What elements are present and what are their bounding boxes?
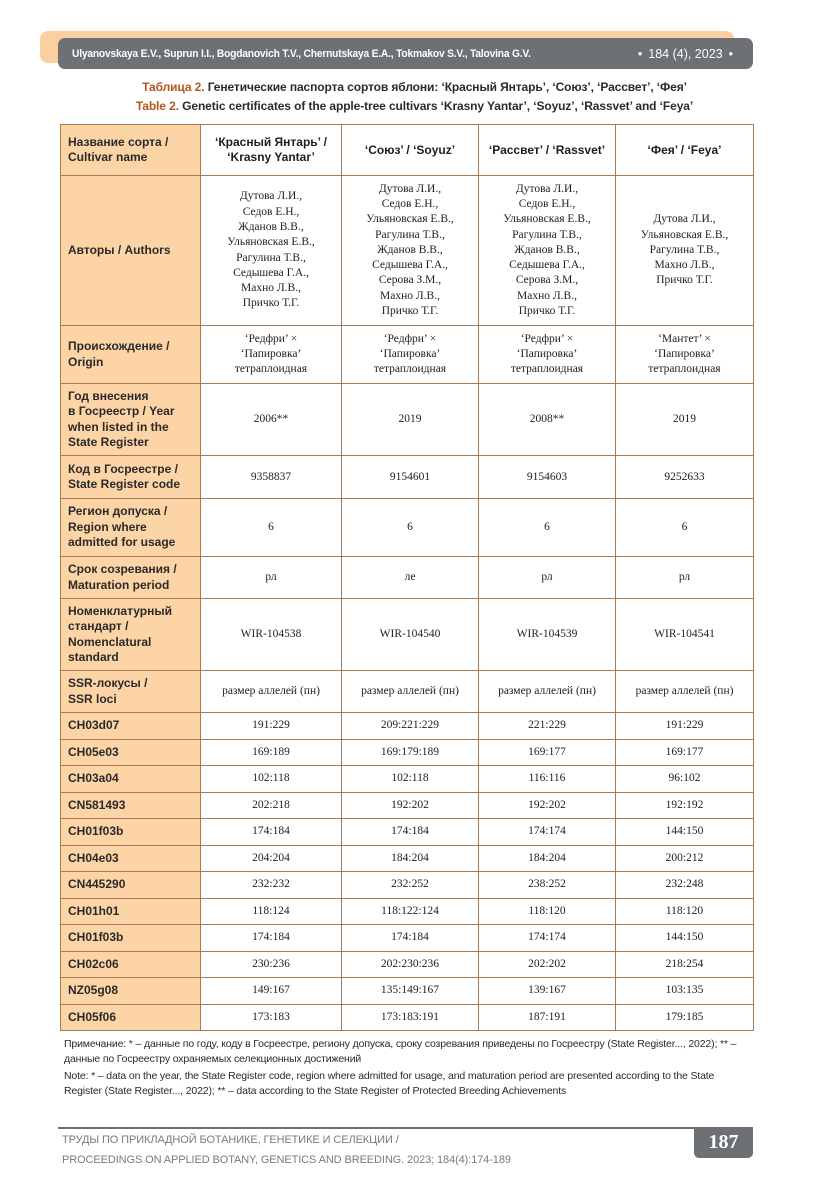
allele-cell: 135:149:167: [342, 978, 479, 1005]
cultivar-header: [342, 125, 479, 176]
allele-cell: 200:212: [616, 845, 754, 872]
allele-cell: 232:232: [201, 872, 342, 899]
allele-cell: 174:174: [479, 925, 616, 952]
note-en: Note: * – data on the year, the State Register code, region where admitted for usage, and maturation period are presented according to the State Register (State Register..., 2022); ** – data according to the State Register of Protected Breeding Achievements: [64, 1070, 715, 1097]
author: Седов Е.Н.,: [518, 197, 576, 210]
header-issue: [632, 47, 739, 61]
origin-line: ‘Редфри’ ×: [383, 333, 437, 345]
ssr-unit-cell: размер аллелей (пн): [342, 671, 479, 713]
year-cell: 2019: [342, 384, 479, 456]
table-row-locus: [61, 713, 754, 740]
allele-cell: 204:204: [201, 845, 342, 872]
authors-cell: [616, 176, 754, 326]
table-row-year: [61, 384, 754, 456]
author: Причко Т.Г.: [381, 305, 439, 318]
table-row-code: [61, 456, 754, 499]
locus-name: CH05e03: [61, 739, 201, 766]
allele-cell: 191:229: [616, 713, 754, 740]
allele-cell: 218:254: [616, 951, 754, 978]
allele-cell: 232:252: [342, 872, 479, 899]
standard-cell: WIR-104538: [201, 599, 342, 671]
origin-line: ‘Папировка’: [516, 348, 578, 360]
label-line: Название сорта /: [68, 134, 169, 149]
allele-cell: 209:221:229: [342, 713, 479, 740]
table-row-locus: [61, 819, 754, 846]
table-row-locus: [61, 978, 754, 1005]
caption-text-en: Genetic certificates of the apple-tree cultivars ‘Krasny Yantar’, ‘Soyuz’, ‘Rassvet’ and ‘Feya’: [178, 99, 694, 113]
origin-cell: [479, 326, 616, 384]
origin-line: тетраплоидная: [373, 363, 447, 375]
table-row-locus: [61, 1004, 754, 1031]
cultivar-name-line: ‘Krasny Yantar’: [227, 150, 315, 164]
cultivar-header: [479, 125, 616, 176]
region-cell: 6: [342, 499, 479, 557]
label-line: Region where: [68, 519, 147, 534]
author: Причко Т.Г.: [242, 297, 300, 310]
label-line: Номенклатурный: [68, 603, 172, 618]
allele-cell: 202:230:236: [342, 951, 479, 978]
origin-cell: [342, 326, 479, 384]
caption-text-ru: Генетические паспорта сортов яблони: ‘Красный Янтарь’, ‘Союз’, ‘Рассвет’, ‘Фея’: [204, 80, 687, 94]
cultivar-name-line: ‘Фея’ / ‘Feya’: [647, 142, 722, 157]
allele-cell: 187:191: [479, 1004, 616, 1031]
cultivar-name-line: ‘Союз’ / ‘Soyuz’: [364, 142, 456, 157]
allele-cell: 118:120: [479, 898, 616, 925]
label-line: SSR-локусы /: [68, 676, 148, 690]
allele-cell: 173:183:191: [342, 1004, 479, 1031]
allele-cell: 184:204: [342, 845, 479, 872]
label-line: Регион допуска /: [68, 504, 168, 519]
author: Серова З.М.,: [378, 274, 442, 287]
header-authors: Ulyanovskaya E.V., Suprun I.I., Bogdanovich T.V., Chernutskaya E.A., Tokmakov S.V., Talovina G.V.: [72, 47, 531, 60]
allele-cell: 192:202: [479, 792, 616, 819]
allele-cell: 174:184: [342, 819, 479, 846]
allele-cell: 144:150: [616, 925, 754, 952]
author: Ульяновская Е.В.,: [503, 213, 591, 226]
author: Ульяновская Е.В.,: [366, 213, 454, 226]
authors-cell: [342, 176, 479, 326]
allele-cell: 192:202: [342, 792, 479, 819]
allele-cell: 96:102: [616, 766, 754, 793]
caption-label-ru: Таблица 2.: [142, 80, 205, 94]
author: Рагулина Т.В.,: [375, 228, 445, 241]
code-cell: 9154601: [342, 456, 479, 499]
label-line: Код в Госреестре /: [68, 461, 178, 476]
code-cell: 9154603: [479, 456, 616, 499]
row-header-code: [61, 456, 201, 499]
locus-name: CH01f03b: [61, 925, 201, 952]
locus-name: CN445290: [61, 872, 201, 899]
locus-name: CH05f06: [61, 1004, 201, 1031]
allele-cell: 174:174: [479, 819, 616, 846]
author: Дутова Л.И.,: [239, 190, 303, 203]
allele-cell: 102:118: [201, 766, 342, 793]
table-row-locus: [61, 898, 754, 925]
author: Жданов В.В.,: [238, 220, 304, 233]
cultivar-header: [201, 125, 342, 176]
author: Жданов В.В.,: [377, 243, 443, 256]
origin-line: ‘Папировка’: [654, 348, 715, 360]
allele-cell: 149:167: [201, 978, 342, 1005]
locus-name: CN581493: [61, 792, 201, 819]
row-header-cultivar-name: [61, 125, 201, 176]
author: Махно Л.В.,: [517, 289, 577, 302]
cultivar-header: [616, 125, 754, 176]
author: Седышева Г.А.,: [233, 266, 309, 279]
author: Седов Е.Н.,: [381, 197, 439, 210]
row-header-ssr: [61, 671, 201, 713]
header-issue-text: 184 (4), 2023: [648, 46, 723, 61]
label-line: Nomenclatural: [68, 634, 152, 649]
label-line: admitted for usage: [68, 535, 176, 550]
table-row-ssr: [61, 671, 754, 713]
label-line: в Госреестр / Year: [68, 404, 175, 418]
author: Ульяновская Е.В.,: [640, 228, 729, 241]
author: Махно Л.В.,: [654, 259, 715, 272]
origin-line: ‘Редфри’ ×: [244, 333, 298, 345]
ssr-unit-cell: размер аллелей (пн): [479, 671, 616, 713]
allele-cell: 191:229: [201, 713, 342, 740]
author: Дутова Л.И.,: [378, 182, 442, 195]
origin-cell: [201, 326, 342, 384]
table-row-locus: [61, 766, 754, 793]
allele-cell: 118:124: [201, 898, 342, 925]
row-header-standard: [61, 599, 201, 671]
allele-cell: 238:252: [479, 872, 616, 899]
table-row-cultivar-name: [61, 125, 754, 176]
cultivar-name-line: ‘Рассвет’ / ‘Rassvet’: [488, 142, 606, 157]
table-row-locus: [61, 739, 754, 766]
ssr-unit-cell: размер аллелей (пн): [201, 671, 342, 713]
author: Ульяновская Е.В.,: [227, 236, 315, 249]
table-notes: [64, 1037, 754, 1101]
author: Рагулина Т.В.,: [649, 243, 720, 256]
table-caption-en: [0, 99, 829, 113]
author: Рагулина Т.В.,: [236, 251, 306, 264]
locus-name: CH04e03: [61, 845, 201, 872]
allele-cell: 173:183: [201, 1004, 342, 1031]
label-line: when listed in the: [68, 419, 169, 434]
table-row-locus: [61, 872, 754, 899]
author: Рагулина Т.В.,: [512, 228, 582, 241]
label-line: Origin: [68, 354, 104, 369]
table-row-region: [61, 499, 754, 557]
label-line: Срок созревания /: [68, 562, 177, 576]
allele-cell: 174:184: [201, 925, 342, 952]
label-line: Происхождение /: [68, 339, 170, 353]
locus-name: CH02c06: [61, 951, 201, 978]
bullet-icon: •: [728, 46, 733, 61]
author: Дутова Л.И.,: [515, 182, 579, 195]
code-cell: 9252633: [616, 456, 754, 499]
allele-cell: 230:236: [201, 951, 342, 978]
origin-line: ‘Папировка’: [240, 348, 302, 360]
allele-cell: 174:184: [342, 925, 479, 952]
allele-cell: 118:122:124: [342, 898, 479, 925]
allele-cell: 202:202: [479, 951, 616, 978]
allele-cell: 174:184: [201, 819, 342, 846]
region-cell: 6: [616, 499, 754, 557]
author: Седов Е.Н.,: [242, 205, 300, 218]
note-ru: Примечание: * – данные по году, коду в Госреестре, региону допуска, сроку созревания приведены по Госреестру (State Register..., 2022); ** – данные по Госреестру охраняемых селекционных достижений: [64, 1038, 737, 1065]
table-caption-ru: [0, 80, 829, 94]
origin-line: тетраплоидная: [648, 363, 721, 375]
row-header-year: [61, 384, 201, 456]
author: Жданов В.В.,: [514, 243, 580, 256]
bullet-icon: •: [637, 46, 643, 61]
authors-cell: [201, 176, 342, 326]
standard-cell: WIR-104541: [616, 599, 754, 671]
label-line: Год внесения: [68, 388, 149, 403]
label-line: State Register: [68, 435, 149, 449]
label-line: SSR loci: [68, 691, 117, 706]
allele-cell: 232:248: [616, 872, 754, 899]
table-row-locus: [61, 792, 754, 819]
standard-cell: WIR-104540: [342, 599, 479, 671]
maturation-cell: ле: [342, 557, 479, 599]
author: Причко Т.Г.: [656, 274, 713, 287]
row-header-authors: Авторы / Authors: [61, 176, 201, 326]
locus-name: CH03a04: [61, 766, 201, 793]
label-line: State Register code: [68, 477, 181, 491]
maturation-cell: рл: [616, 557, 754, 599]
allele-cell: 221:229: [479, 713, 616, 740]
locus-name: CH01h01: [61, 898, 201, 925]
locus-name: CH01f03b: [61, 819, 201, 846]
author: Причко Т.Г.: [518, 305, 576, 318]
table-row-locus: [61, 925, 754, 952]
origin-line: ‘Папировка’: [379, 348, 441, 360]
allele-cell: 169:189: [201, 739, 342, 766]
allele-cell: 103:135: [616, 978, 754, 1005]
allele-cell: 192:192: [616, 792, 754, 819]
table-row-locus: [61, 845, 754, 872]
locus-name: CH03d07: [61, 713, 201, 740]
caption-label-en: Table 2.: [135, 99, 179, 113]
table-row-locus: [61, 951, 754, 978]
allele-cell: 169:179:189: [342, 739, 479, 766]
label-line: Maturation period: [68, 577, 170, 592]
year-cell: 2006**: [201, 384, 342, 456]
table-row-standard: [61, 599, 754, 671]
author: Махно Л.В.,: [380, 289, 440, 302]
ssr-unit-cell: размер аллелей (пн): [616, 671, 754, 713]
allele-cell: 144:150: [616, 819, 754, 846]
allele-cell: 169:177: [616, 739, 754, 766]
table-row-origin: [61, 326, 754, 384]
running-header: [58, 38, 753, 69]
origin-line: тетраплоидная: [510, 363, 584, 375]
code-cell: 9358837: [201, 456, 342, 499]
author: Дутова Л.И.,: [653, 213, 716, 226]
origin-cell: [616, 326, 754, 384]
origin-line: тетраплоидная: [234, 363, 308, 375]
author: Седышева Г.А.,: [372, 259, 448, 272]
standard-cell: WIR-104539: [479, 599, 616, 671]
maturation-cell: рл: [201, 557, 342, 599]
year-cell: 2008**: [479, 384, 616, 456]
allele-cell: 116:116: [479, 766, 616, 793]
row-header-region: [61, 499, 201, 557]
allele-cell: 184:204: [479, 845, 616, 872]
region-cell: 6: [479, 499, 616, 557]
region-cell: 6: [201, 499, 342, 557]
label-line: standard: [68, 650, 119, 664]
footer-journal-en: PROCEEDINGS ON APPLIED BOTANY, GENETICS AND BREEDING. 2023; 184(4):174-189: [62, 1154, 511, 1166]
allele-cell: 139:167: [479, 978, 616, 1005]
footer-rule: [58, 1127, 698, 1129]
footer-journal-ru: ТРУДЫ ПО ПРИКЛАДНОЙ БОТАНИКЕ, ГЕНЕТИКЕ И СЕЛЕКЦИИ /: [62, 1134, 399, 1146]
label-line: стандарт /: [68, 619, 129, 633]
author: Серова З.М.,: [515, 274, 579, 287]
row-header-maturation: [61, 557, 201, 599]
author: Седышева Г.А.,: [509, 259, 585, 272]
table-row-maturation: [61, 557, 754, 599]
label-line: Cultivar name: [68, 150, 148, 164]
allele-cell: 179:185: [616, 1004, 754, 1031]
locus-name: NZ05g08: [61, 978, 201, 1005]
page-number: 187: [694, 1127, 753, 1158]
authors-cell: [479, 176, 616, 326]
allele-cell: 202:218: [201, 792, 342, 819]
genetic-certificates-table: [60, 124, 754, 1031]
row-header-origin: [61, 326, 201, 384]
allele-cell: 169:177: [479, 739, 616, 766]
allele-cell: 102:118: [342, 766, 479, 793]
year-cell: 2019: [616, 384, 754, 456]
table-row-authors: [61, 176, 754, 326]
origin-line: ‘Редфри’ ×: [520, 333, 574, 345]
cultivar-name-line: ‘Красный Янтарь’ /: [214, 135, 327, 149]
author: Махно Л.В.,: [241, 282, 301, 295]
origin-line: ‘Мантет’ ×: [658, 333, 711, 345]
maturation-cell: рл: [479, 557, 616, 599]
allele-cell: 118:120: [616, 898, 754, 925]
